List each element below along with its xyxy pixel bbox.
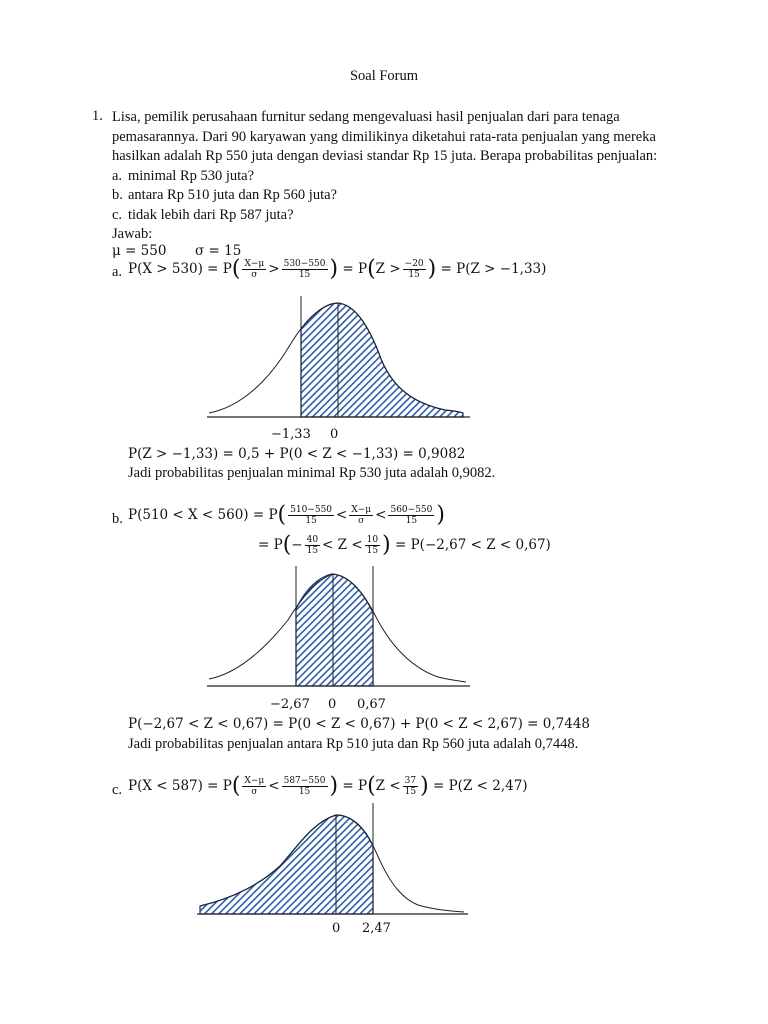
part-b-result: P(−2,67 < Z < 0,67) = P(0 < Z < 0,67) + P(0 < Z < 2,67) = 0,7448 (128, 716, 590, 732)
part-b-letter: b. (112, 511, 123, 527)
sigma-value: σ = 15 (195, 243, 242, 259)
question-line: Lisa, pemilik perusahaan furnitur sedang mengevaluasi hasil penjualan dari para tenaga (112, 109, 620, 125)
tick-label: 0 (330, 427, 339, 442)
question-option-a: a. minimal Rp 530 juta? (112, 167, 255, 184)
part-c-letter: c. (112, 782, 123, 798)
part-a-letter: a. (112, 264, 123, 280)
page-title: Soal Forum (349, 68, 419, 84)
tick-label: 0 (328, 697, 337, 712)
part-a-result: P(Z > −1,33) = 0,5 + P(0 < Z < −1,33) = 0,9082 (128, 446, 466, 462)
question-line: hasilkan adalah Rp 550 juta dengan deviasi standar Rp 15 juta. Berapa probabilitas penjualan: (112, 148, 658, 164)
tick-label: 0 (332, 921, 341, 936)
question-line: pemasarannya. Dari 90 karyawan yang dimilikinya diketahui rata-rata penjualan yang mereka (112, 128, 656, 145)
part-a-equation: P(X > 530) = P( $\frac{X-\mu}{\sigma}$ > $\frac{530-550}{15}$ ) = P(Z > $\frac{-20}{15}$ ) = P(Z > −1,33) (128, 256, 547, 282)
tick-label: −1,33 (271, 427, 311, 442)
part-b-conclusion: Jadi probabilitas penjualan antara Rp 510 juta dan Rp 560 juta adalah 0,7448. (128, 736, 579, 752)
answer-label: Jawab: (112, 226, 153, 242)
part-a-conclusion: Jadi probabilitas penjualan minimal Rp 530 juta adalah 0,9082. (128, 465, 496, 481)
question-number: 1. (92, 108, 103, 124)
part-b-equation-2: = P(− $\frac{40}{15}$ < Z < $\frac{10}{15}$ ) = P(−2,67 < Z < 0,67) (258, 532, 551, 558)
tick-label: 2,47 (362, 921, 391, 936)
shaded-area-c (200, 815, 373, 914)
part-b-equation-1: P(510 < X < 560) = P( $\frac{510-550}{15}$ < $\frac{X-\mu}{\sigma}$ < $\frac{560-550}{15}$ ) (128, 502, 445, 528)
mu-value: μ = 550 (112, 243, 167, 259)
tick-label: −2,67 (270, 697, 310, 712)
tick-label: 0,67 (357, 697, 386, 712)
question-option-c: c. tidak lebih dari Rp 587 juta? (112, 206, 294, 223)
question-option-b: b. antara Rp 510 juta dan Rp 560 juta? (112, 187, 337, 203)
part-c-equation: P(X < 587) = P( $\frac{X-\mu}{\sigma}$ < $\frac{587-550}{15}$ ) = P(Z < $\frac{37}{15}$ ) = P(Z < 2,47) (128, 773, 528, 799)
